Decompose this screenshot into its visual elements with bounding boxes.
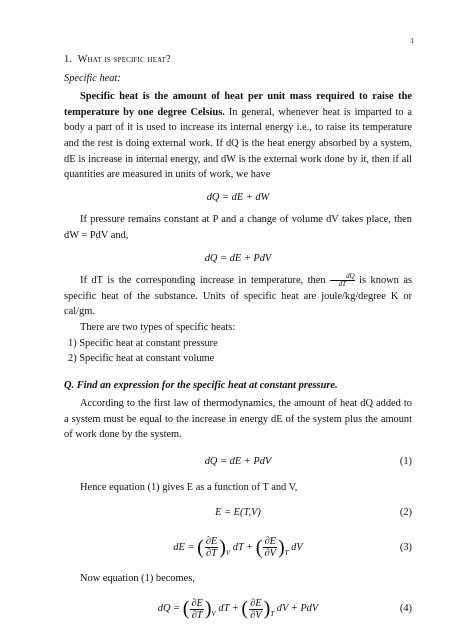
equation-1-number: (1) [399, 456, 412, 468]
partial-e-t-fraction: $\frac{\partial E}{\partial T}$ [191, 597, 203, 621]
dt-term: dT + [218, 603, 239, 615]
eq4-lhs: dQ = [157, 603, 181, 615]
equation-4: dQ = ( $\frac{\partial E}{\partial T}$ )$_V$ dT + ( $\frac{\partial E}{\partial V}$ )$_T$ dV + PdV (4) [64, 594, 412, 624]
dt-term: dT + [232, 541, 254, 553]
section-title-text: What is specific heat? [77, 54, 171, 65]
paragraph-6: Now equation (1) becomes, [80, 572, 195, 584]
list-item: 1) Specific heat at constant pressure [68, 337, 218, 349]
equation-1 [64, 454, 412, 470]
paren-close: ) [204, 598, 212, 621]
paragraph-4: According to the first law of thermodynamics, the amount of heat dQ added to a system must be equal to the increase in energy dE of the system plus the amount of work done by the system. [64, 398, 412, 441]
page-number: 1 [410, 36, 414, 45]
equation-a: dQ = dE + dW [206, 191, 270, 203]
section-title [64, 52, 412, 68]
dq-dt-fraction [330, 273, 355, 288]
equation-2 [64, 505, 412, 521]
paren-open: ( [255, 536, 263, 559]
paren-close: ) [277, 536, 285, 559]
para3-before: If dT is the corresponding increase in temperature, then [80, 275, 331, 287]
partial-e-v-fraction: $\frac{\partial E}{\partial V}$ [250, 597, 262, 621]
definition-bold: Specific heat is the amount of heat per unit mass required to raise the temperature by one degree Celsius. [64, 91, 412, 118]
para3-after: is known as specific heat of the substance. Units of specific heat are joule/kg/degree K or cal/gm. [64, 275, 412, 318]
frac-den: dT [338, 280, 347, 289]
paragraph-2: If pressure remains constant at P and a change of volume dV takes place, then dW = PdV and, [64, 214, 412, 241]
eq3-lhs: dE = [173, 541, 195, 553]
dv-pdv-term: dV + PdV [276, 603, 319, 615]
paren-close: ) [263, 598, 271, 621]
definition-paragraph [64, 89, 412, 183]
paragraph-5: Hence equation (1) gives E as a function of T and V, [80, 481, 298, 493]
equation-4-number: (4) [399, 603, 412, 615]
equation-3-number: (3) [399, 541, 412, 553]
definition-rest: In general, whenever heat is imparted to a body a part of it is used to increase its internal energy i.e., to raise its temperature and the rest is doing external work. If dQ is the heat energy absorbed by a system, dE is increase in internal energy, and dW is the external work done by it, then if all quantities are measured in units of work, we have [64, 106, 412, 181]
partial-e-v-fraction: $\frac{\partial E}{\partial V}$ [264, 535, 276, 559]
paren-close: ) [219, 536, 226, 559]
section-number: 1. [64, 54, 73, 65]
equation-2-number: (2) [399, 507, 412, 519]
types-intro: There are two types of specific heats: [80, 321, 236, 333]
subheading: Specific heat: [64, 72, 121, 84]
dv-term: dV [291, 541, 303, 553]
paren-open: ( [241, 598, 249, 621]
equation-1-body: dQ = dE + PdV [204, 456, 272, 468]
types-list [64, 336, 412, 367]
equation-3: dE = ( $\frac{\partial E}{\partial T}$ )$_V$ dT + ( $\frac{\partial E}{\partial V}$ )$_T$ dV (3) [64, 533, 412, 563]
equation-2-body: E = E(T,V) [215, 507, 261, 519]
paren-open: ( [182, 598, 190, 621]
paren-open: ( [197, 536, 204, 559]
partial-e-t-fraction: $\frac{\partial E}{\partial T}$ [205, 535, 218, 559]
content [64, 52, 412, 624]
list-item: 2) Specific heat at constant volume [68, 353, 215, 365]
frac-num: dQ [330, 273, 355, 281]
question-heading: Q. Find an expression for the specific heat at constant pressure. [64, 379, 338, 391]
paragraph-3 [64, 273, 412, 320]
equation-b: dQ = dE + PdV [204, 252, 272, 264]
